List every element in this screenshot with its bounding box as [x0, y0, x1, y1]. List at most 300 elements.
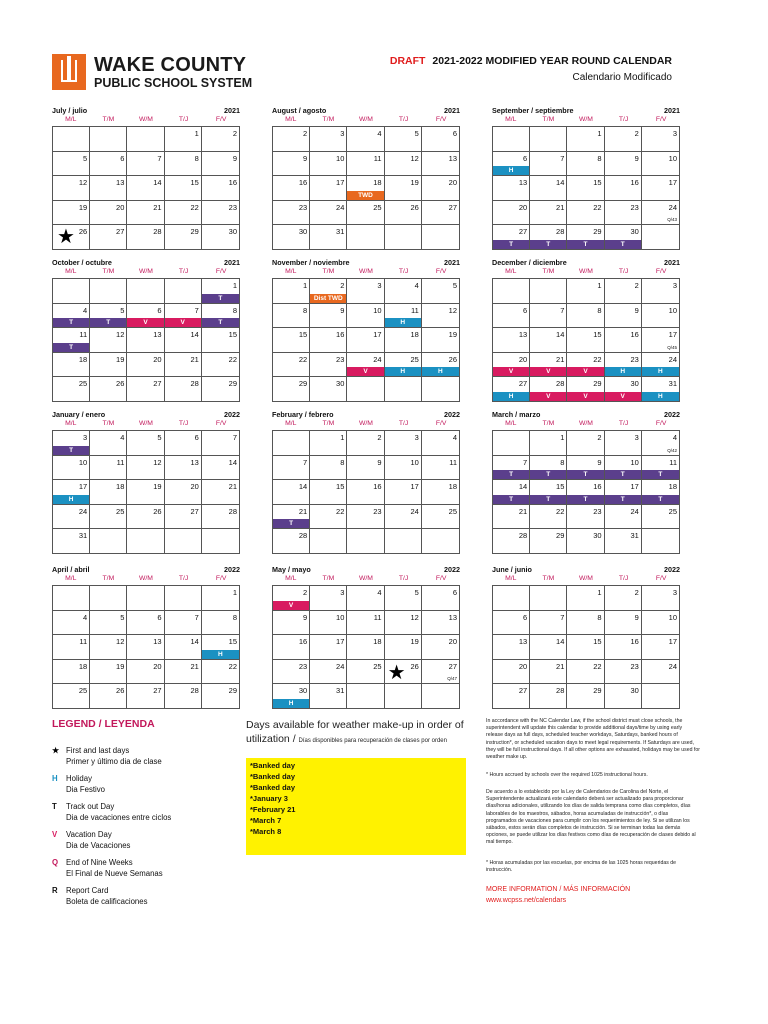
weekday-label: W/M [139, 420, 153, 427]
month-name: April / abril [52, 565, 90, 574]
month-weeks [492, 585, 680, 709]
weekday-header [52, 268, 240, 278]
day-mark-t: T [530, 495, 566, 504]
day-number: 20 [190, 482, 199, 491]
week-row [493, 529, 679, 554]
day-number: 6 [452, 129, 457, 138]
day-number: 26 [410, 661, 419, 671]
day-cell [530, 304, 567, 328]
legend-symbol: T [52, 802, 57, 811]
day-number: 17 [373, 330, 382, 339]
day-number: 7 [560, 612, 565, 622]
day-number: 13 [448, 153, 457, 163]
day-cell [202, 660, 239, 684]
day-number: 23 [630, 661, 639, 671]
month-calendar [272, 565, 460, 709]
weekday-header [52, 575, 240, 585]
day-cell [53, 480, 90, 504]
day-number: 10 [336, 612, 345, 622]
day-mark-t: T [642, 495, 679, 504]
day-number: 9 [634, 305, 639, 315]
month-header [52, 258, 240, 268]
day-number: 24 [78, 506, 88, 516]
month-year: 2022 [664, 565, 680, 574]
day-number: 13 [116, 178, 125, 187]
day-number: 12 [448, 305, 457, 315]
day-mark-v: V [493, 367, 529, 376]
weekday-label: F/V [215, 420, 227, 427]
day-cell [493, 279, 530, 303]
legend-item [52, 857, 163, 879]
legend-label-es: Dia de Vacaciones [66, 841, 131, 850]
day-number: 17 [668, 637, 677, 646]
weekday-label: T/J [398, 575, 409, 582]
day-cell [493, 304, 530, 328]
day-cell [493, 660, 530, 684]
day-number: 5 [83, 153, 88, 163]
day-cell [53, 684, 90, 708]
week-row [273, 176, 459, 201]
day-cell [642, 176, 679, 200]
day-cell [127, 225, 164, 249]
day-number: 13 [190, 457, 199, 467]
legend-symbol-star-icon: ★ [52, 746, 59, 755]
day-cell [422, 377, 459, 401]
day-number: 3 [340, 588, 345, 597]
day-cell [127, 279, 164, 303]
weekday-label: F/V [435, 268, 447, 275]
week-row [53, 529, 239, 554]
day-cell [347, 456, 384, 480]
weekday-label: W/M [139, 268, 153, 275]
calendar-link[interactable]: www.wcpss.net/calendars [486, 897, 567, 904]
day-number: 30 [593, 531, 602, 540]
day-number: 29 [228, 686, 237, 695]
day-cell [493, 127, 530, 151]
day-cell [567, 225, 604, 249]
legend-symbol: H [52, 774, 58, 783]
day-cell [422, 225, 459, 249]
day-mark-h: H [642, 392, 679, 401]
day-cell [90, 431, 127, 455]
day-cell [493, 684, 530, 708]
month-year: 2022 [664, 410, 680, 419]
day-cell [310, 431, 347, 455]
day-cell [530, 456, 567, 480]
day-number: 4 [83, 612, 88, 622]
day-cell [530, 152, 567, 176]
day-cell [493, 152, 530, 176]
day-number: 9 [232, 153, 237, 163]
weekday-header [52, 116, 240, 126]
day-cell [53, 353, 90, 377]
day-cell [347, 529, 384, 553]
day-cell [347, 684, 384, 708]
day-cell [642, 586, 679, 610]
day-cell [310, 480, 347, 504]
day-cell [53, 529, 90, 553]
day-cell [310, 225, 347, 249]
day-number: 30 [228, 227, 237, 236]
day-cell [605, 152, 642, 176]
day-cell [493, 529, 530, 553]
day-cell [422, 279, 459, 303]
weather-makeup-day: *March 7 [250, 816, 282, 825]
day-cell [642, 529, 679, 553]
day-number: 21 [228, 482, 237, 491]
day-cell [53, 431, 90, 455]
week-row [273, 684, 459, 709]
day-number: 7 [157, 153, 162, 163]
day-number: 17 [336, 637, 345, 646]
day-number: 29 [556, 531, 565, 540]
day-number: 13 [448, 612, 457, 622]
day-cell [605, 480, 642, 504]
day-cell [347, 586, 384, 610]
day-number: 31 [668, 379, 677, 388]
day-number: 25 [448, 506, 457, 516]
day-cell [605, 304, 642, 328]
day-number: 16 [373, 482, 382, 491]
legend-item [52, 829, 130, 851]
day-number: 17 [668, 330, 677, 339]
day-cell [53, 635, 90, 659]
day-number: 15 [593, 178, 602, 187]
day-number: 21 [556, 202, 565, 212]
weather-makeup-day: *Banked day [250, 772, 296, 781]
day-number: 8 [340, 457, 345, 467]
day-cell [90, 353, 127, 377]
weekday-label: W/M [579, 116, 593, 123]
weekday-header [272, 268, 460, 278]
note-spanish-hours: * Horas acumuladas por las escuelas, por encima de las 1025 horas requeridas de instrucción. [486, 860, 677, 874]
week-row [493, 353, 679, 378]
day-number: 26 [116, 686, 125, 695]
day-cell [202, 431, 239, 455]
day-cell [567, 304, 604, 328]
day-cell [127, 529, 164, 553]
day-cell [605, 201, 642, 225]
month-weeks [272, 585, 460, 709]
day-number: 8 [597, 305, 602, 315]
week-row [53, 377, 239, 402]
day-cell [347, 480, 384, 504]
day-cell [90, 505, 127, 529]
draft-label: DRAFT [389, 55, 426, 67]
day-cell [90, 684, 127, 708]
day-cell [165, 684, 202, 708]
day-number: 6 [194, 433, 199, 442]
day-cell [493, 635, 530, 659]
day-number: 16 [593, 482, 602, 491]
legend-label-en: First and last days [66, 746, 130, 755]
day-number: 15 [556, 482, 565, 491]
day-number: 8 [597, 612, 602, 622]
day-cell [53, 304, 90, 328]
month-calendar [272, 410, 460, 554]
week-row [493, 660, 679, 685]
day-number: 8 [597, 153, 602, 163]
week-row [53, 586, 239, 611]
weather-makeup-day: *March 8 [250, 827, 282, 836]
month-year: 2021 [664, 258, 680, 267]
day-cell [53, 152, 90, 176]
month-name: July / julio [52, 106, 88, 115]
day-number: 13 [518, 178, 528, 187]
month-weeks [492, 126, 680, 250]
day-cell [385, 201, 422, 225]
day-number: 27 [116, 227, 125, 236]
day-cell [310, 152, 347, 176]
day-cell [385, 353, 422, 377]
month-weeks [52, 126, 240, 250]
day-cell [605, 611, 642, 635]
day-mark-q: Q/42 [667, 447, 677, 453]
day-number: 8 [560, 457, 565, 467]
day-cell [642, 279, 679, 303]
weekday-label: M/L [505, 116, 517, 123]
day-cell [530, 586, 567, 610]
day-cell [347, 201, 384, 225]
month-year: 2022 [224, 565, 240, 574]
day-mark-v: V [530, 392, 566, 401]
month-year: 2021 [224, 258, 240, 267]
logo-tower-icon [61, 60, 77, 82]
day-number: 20 [518, 661, 528, 671]
day-number: 28 [153, 227, 162, 236]
month-year: 2022 [444, 565, 460, 574]
day-number: 30 [298, 227, 308, 236]
legend-label-es: Boleta de calificaciones [66, 897, 148, 906]
week-row [273, 505, 459, 530]
day-number: 25 [78, 686, 88, 695]
month-name: September / septiembre [492, 106, 574, 115]
day-number: 17 [336, 178, 345, 187]
org-name: WAKE COUNTY [94, 54, 247, 76]
day-mark-v: V [567, 367, 603, 376]
note-english-hours: * Hours accrued by schools over the required 1025 instructional hours. [486, 772, 648, 778]
day-number: 14 [190, 330, 199, 339]
day-cell [347, 660, 384, 684]
day-number: 13 [518, 330, 528, 339]
day-cell [422, 431, 459, 455]
day-cell [202, 152, 239, 176]
day-number: 2 [634, 281, 639, 290]
day-cell [273, 684, 310, 708]
day-number: 17 [630, 482, 639, 491]
day-cell [127, 431, 164, 455]
day-cell [90, 328, 127, 352]
legend-label-es: El Final de Nueve Semanas [66, 869, 163, 878]
day-cell [642, 304, 679, 328]
week-row [273, 480, 459, 505]
weekday-label: T/M [102, 268, 115, 275]
day-number: 11 [669, 457, 677, 467]
week-row [53, 279, 239, 304]
day-number: 19 [78, 202, 88, 212]
day-cell [422, 176, 459, 200]
day-mark-v: V [273, 601, 309, 610]
day-mark-h: H [53, 495, 89, 504]
day-cell [90, 586, 127, 610]
day-number: 9 [303, 612, 308, 622]
day-cell [273, 431, 310, 455]
weather-title-en: Days available for weather make-up in order of utilization / [246, 719, 464, 745]
day-number: 5 [157, 433, 162, 442]
day-number: 10 [78, 457, 88, 467]
day-cell [273, 279, 310, 303]
day-number: 29 [593, 227, 602, 236]
day-number: 22 [336, 506, 345, 516]
day-number: 1 [232, 588, 237, 597]
day-cell [165, 225, 202, 249]
weekday-label: M/L [285, 575, 297, 582]
day-number: 18 [448, 482, 457, 491]
day-cell [127, 586, 164, 610]
day-cell [127, 611, 164, 635]
week-row [273, 377, 459, 402]
weekday-label: W/M [359, 575, 373, 582]
day-cell [165, 529, 202, 553]
day-cell [605, 225, 642, 249]
month-calendar [492, 106, 680, 250]
day-cell [127, 152, 164, 176]
month-header [492, 565, 680, 575]
day-cell [567, 353, 604, 377]
day-number: 16 [336, 330, 345, 339]
weekday-label: T/M [542, 268, 555, 275]
day-number: 2 [232, 129, 237, 138]
day-number: 11 [79, 637, 88, 646]
day-number: 27 [190, 506, 199, 516]
day-number: 24 [336, 202, 345, 212]
legend-label-es: Dia Festivo [66, 785, 105, 794]
day-cell [202, 586, 239, 610]
day-number: 5 [414, 588, 419, 597]
legend-label-en: Track out Day [66, 802, 115, 811]
month-calendar [52, 410, 240, 554]
weekday-label: F/V [655, 268, 667, 275]
week-row [273, 201, 459, 226]
day-cell [53, 505, 90, 529]
day-number: 26 [78, 227, 88, 236]
day-cell [310, 377, 347, 401]
day-number: 22 [593, 661, 602, 671]
day-number: 25 [373, 661, 382, 671]
week-row [273, 611, 459, 636]
day-cell [567, 377, 604, 401]
day-cell [310, 127, 347, 151]
week-row [273, 353, 459, 378]
day-cell [202, 201, 239, 225]
day-number: 9 [634, 153, 639, 163]
day-cell [385, 225, 422, 249]
day-number: 2 [597, 433, 602, 442]
legend-item [52, 745, 162, 767]
day-mark-h: H [605, 367, 641, 376]
week-row [273, 152, 459, 177]
day-number: 7 [194, 612, 199, 622]
day-cell [165, 480, 202, 504]
day-number: 30 [630, 686, 639, 695]
day-cell [347, 611, 384, 635]
day-cell [605, 431, 642, 455]
day-cell [310, 328, 347, 352]
day-number: 23 [630, 202, 639, 212]
day-mark-h: H [422, 367, 459, 376]
weekday-label: M/L [65, 420, 77, 427]
legend-label-es: Primer y último dia de clase [66, 757, 162, 766]
day-number: 23 [630, 354, 639, 364]
day-number: 12 [116, 330, 125, 339]
day-mark-h: H [642, 367, 679, 376]
week-row [493, 586, 679, 611]
day-number: 3 [83, 433, 88, 442]
weekday-label: W/M [359, 420, 373, 427]
weekday-label: T/M [102, 116, 115, 123]
day-number: 20 [153, 354, 162, 364]
day-number: 28 [556, 379, 565, 388]
day-cell [493, 328, 530, 352]
day-number: 18 [78, 354, 88, 364]
day-number: 25 [116, 506, 125, 516]
day-cell [567, 480, 604, 504]
day-number: 6 [120, 153, 125, 163]
day-number: 28 [298, 531, 308, 540]
month-header [272, 106, 460, 116]
day-cell [202, 635, 239, 659]
day-number: 6 [157, 612, 162, 622]
day-number: 18 [668, 482, 677, 491]
day-number: 30 [630, 227, 639, 236]
day-mark-h: H [202, 650, 239, 659]
weekday-label: T/J [618, 575, 629, 582]
day-cell [127, 635, 164, 659]
day-cell [273, 480, 310, 504]
day-number: 4 [377, 129, 382, 138]
month-weeks [272, 278, 460, 402]
day-cell [422, 304, 459, 328]
day-cell [310, 684, 347, 708]
month-year: 2022 [224, 410, 240, 419]
day-cell [90, 611, 127, 635]
day-number: 4 [377, 588, 382, 597]
day-number: 2 [634, 588, 639, 597]
day-cell [422, 635, 459, 659]
week-row [493, 611, 679, 636]
week-row [273, 304, 459, 329]
day-cell [347, 304, 384, 328]
legend-item [52, 801, 171, 823]
weekday-label: F/V [655, 116, 667, 123]
day-number: 5 [120, 612, 125, 622]
day-number: 16 [228, 178, 237, 187]
day-number: 20 [153, 661, 162, 671]
day-number: 14 [190, 637, 199, 646]
day-number: 24 [668, 661, 677, 671]
day-mark-t: T [567, 470, 603, 479]
day-number: 9 [303, 153, 308, 163]
month-weeks [52, 430, 240, 554]
day-number: 1 [597, 129, 602, 138]
day-cell [165, 127, 202, 151]
note-english: In accordance with the NC Calendar Law, if the school district must close schools, the superintendent will update this calendar to provide additional days/time by using early release days as full days, scheduled teacher workdays, Saturdays, banked hours of instruction*, or scheduled vacation days to meet legal requirements. If Saturdays are used, they will be full instructional days. If all other options are exhausted, holidays may be used for weather make up. [486, 718, 700, 761]
day-number: 22 [593, 202, 602, 212]
day-number: 8 [303, 305, 308, 315]
day-number: 31 [78, 531, 88, 540]
day-cell [347, 176, 384, 200]
day-number: 10 [630, 457, 639, 467]
